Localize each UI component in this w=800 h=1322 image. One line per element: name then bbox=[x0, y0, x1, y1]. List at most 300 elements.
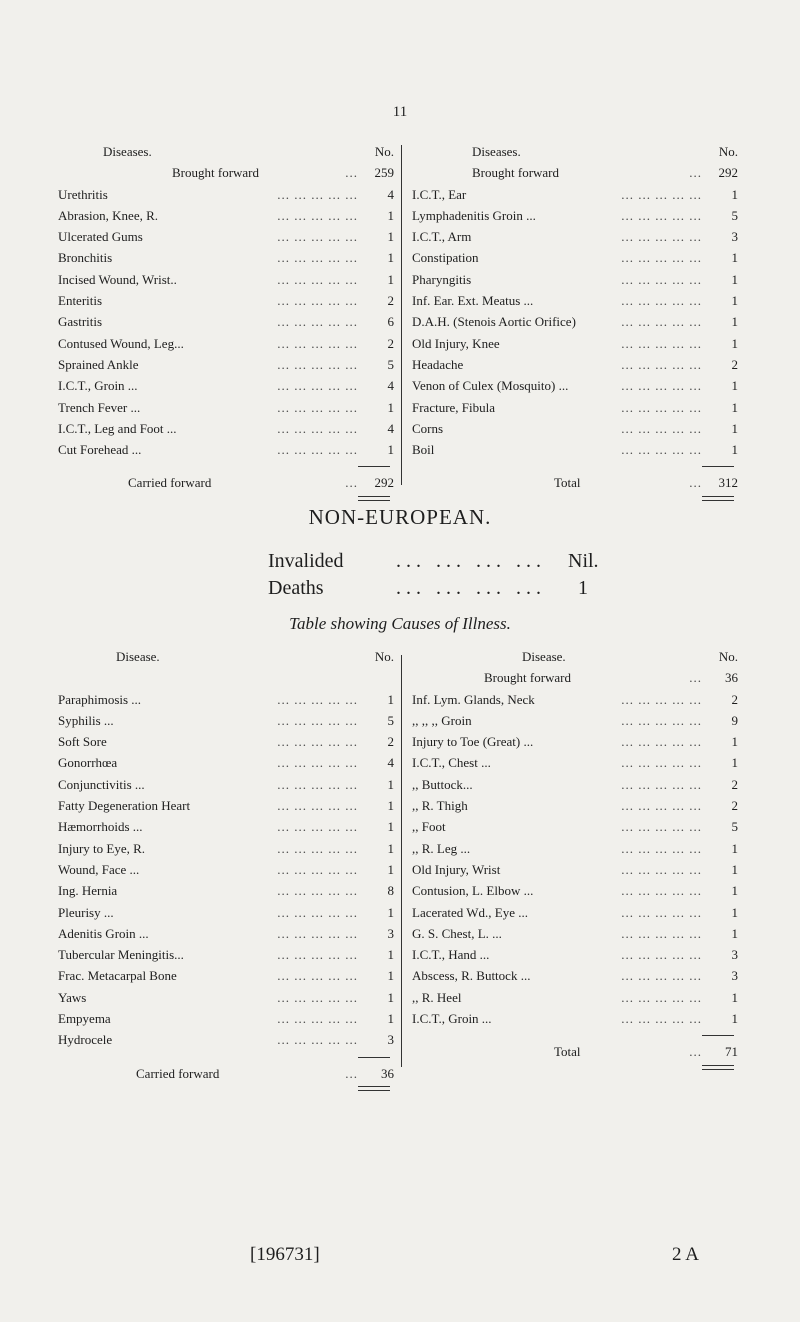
disease-name: Incised Wound, Wrist.. bbox=[58, 269, 181, 290]
table-row bbox=[412, 752, 738, 773]
disease-name: Hæmorrhoids ... bbox=[58, 816, 147, 837]
case-count: 5 bbox=[731, 819, 738, 835]
table-row bbox=[58, 816, 394, 837]
case-count: 1 bbox=[731, 734, 738, 750]
case-count: 2 bbox=[387, 734, 394, 750]
header-no: No. bbox=[374, 144, 394, 159]
disease-name: Lacerated Wd., Eye ... bbox=[412, 902, 532, 923]
table-row bbox=[412, 397, 738, 418]
case-count: 1 bbox=[731, 250, 738, 266]
leader-dots: ... ... ... ... ... bbox=[277, 989, 358, 1005]
leader-dots: ... ... ... ... ... bbox=[621, 712, 702, 728]
disease-name: Constipation bbox=[412, 247, 482, 268]
table-row bbox=[412, 689, 738, 710]
disease-name: Pharyngitis bbox=[412, 269, 475, 290]
disease-name: Yaws bbox=[58, 987, 90, 1008]
table-row bbox=[58, 226, 394, 247]
case-count: 9 bbox=[731, 712, 738, 728]
case-count: 6 bbox=[387, 314, 394, 330]
leader-dots: ... ... ... ... ... bbox=[621, 229, 702, 245]
table-row bbox=[412, 1008, 738, 1029]
table-row bbox=[412, 247, 738, 268]
leader-dots: ... ... ... ... ... bbox=[277, 271, 358, 287]
total-double-rule bbox=[358, 1086, 390, 1091]
case-count: 1 bbox=[387, 250, 394, 266]
table-row bbox=[412, 795, 738, 816]
total-rule bbox=[702, 466, 734, 467]
case-count: 2 bbox=[387, 293, 394, 309]
total-rule bbox=[358, 466, 390, 467]
leader-dots: ... ... ... ... ... bbox=[621, 356, 702, 372]
table-row bbox=[58, 311, 394, 332]
brought-forward-row bbox=[58, 162, 394, 183]
table1-right bbox=[412, 141, 738, 494]
total-value: 36 bbox=[381, 1065, 394, 1081]
leader-dots: ... ... ... ... ... bbox=[277, 250, 358, 266]
table2-divider bbox=[401, 655, 402, 1067]
table-row bbox=[412, 184, 738, 205]
deaths-value: 1 bbox=[578, 577, 588, 599]
table-row bbox=[412, 311, 738, 332]
total-rule bbox=[358, 1057, 390, 1058]
total-row bbox=[412, 472, 738, 493]
brought-forward-label: Brought forward bbox=[484, 670, 572, 686]
leader-dots: ... ... ... ... ... bbox=[277, 356, 358, 372]
table-row bbox=[412, 205, 738, 226]
leader-dots: ... ... ... ... ... bbox=[621, 755, 702, 771]
table2-left bbox=[58, 646, 394, 1084]
leader-dots: ... ... ... ... ... bbox=[621, 186, 702, 202]
table-row bbox=[58, 880, 394, 901]
case-count: 1 bbox=[731, 840, 738, 856]
table-row bbox=[412, 838, 738, 859]
leader-dots: ... ... ... ... ... bbox=[621, 250, 702, 266]
leader-dots: ... ... ... ... ... bbox=[621, 904, 702, 920]
case-count: 5 bbox=[387, 356, 394, 372]
table-row bbox=[412, 710, 738, 731]
disease-name: ,, R. Leg ... bbox=[412, 838, 474, 859]
disease-name: Paraphimosis ... bbox=[58, 689, 145, 710]
brought-forward-value: 36 bbox=[725, 670, 738, 686]
table1-left bbox=[58, 141, 394, 494]
case-count: 3 bbox=[387, 1032, 394, 1048]
disease-name: ,, Buttock... bbox=[412, 774, 477, 795]
header-disease: Diseases. bbox=[103, 144, 152, 159]
case-count: 1 bbox=[387, 947, 394, 963]
case-count: 4 bbox=[387, 420, 394, 436]
header-disease: Disease. bbox=[116, 649, 160, 664]
signature-mark: 2 A bbox=[672, 1244, 699, 1265]
leader-dots: ... ... ... ... ... bbox=[277, 229, 358, 245]
disease-name: Inf. Ear. Ext. Meatus ... bbox=[412, 290, 537, 311]
leader-dots: ... ... ... ... ... bbox=[621, 691, 702, 707]
leader-dots: ... ... ... ... ... bbox=[621, 399, 702, 415]
disease-name: Contused Wound, Leg... bbox=[58, 333, 188, 354]
leader-dots: ... ... ... ... ... bbox=[277, 947, 358, 963]
leader-dots: ... ... ... ... ... bbox=[621, 989, 702, 1005]
disease-name: I.C.T., Hand ... bbox=[412, 944, 493, 965]
disease-name: Frac. Metacarpal Bone bbox=[58, 965, 181, 986]
disease-name: Hydrocele bbox=[58, 1029, 116, 1050]
total-value: 71 bbox=[725, 1044, 738, 1060]
disease-name: Contusion, L. Elbow ... bbox=[412, 880, 537, 901]
table-row bbox=[58, 439, 394, 460]
leader-dots: ... ... ... ... ... bbox=[277, 861, 358, 877]
total-row bbox=[58, 472, 394, 493]
leader-dots: ... ... ... ... ... bbox=[621, 734, 702, 750]
disease-name: Inf. Lym. Glands, Neck bbox=[412, 689, 539, 710]
disease-name: Fatty Degeneration Heart bbox=[58, 795, 194, 816]
table-row bbox=[58, 774, 394, 795]
header-no: No. bbox=[718, 144, 738, 159]
leader-dots: ... ... ... ... ... bbox=[621, 861, 702, 877]
table-row bbox=[58, 205, 394, 226]
case-count: 1 bbox=[731, 293, 738, 309]
case-count: 1 bbox=[387, 207, 394, 223]
case-count: 2 bbox=[387, 335, 394, 351]
case-count: 1 bbox=[387, 968, 394, 984]
disease-name: I.C.T., Ear bbox=[412, 184, 470, 205]
leader-dots: ... bbox=[345, 1065, 358, 1081]
table-row bbox=[58, 795, 394, 816]
leader-dots: ... ... ... ... ... bbox=[277, 1011, 358, 1027]
case-count: 1 bbox=[387, 229, 394, 245]
case-count: 1 bbox=[731, 442, 738, 458]
case-count: 2 bbox=[731, 691, 738, 707]
disease-name: Tubercular Meningitis... bbox=[58, 944, 188, 965]
table-row bbox=[412, 902, 738, 923]
disease-name: I.C.T., Leg and Foot ... bbox=[58, 418, 181, 439]
header-disease: Disease. bbox=[522, 649, 566, 664]
disease-name: Old Injury, Knee bbox=[412, 333, 504, 354]
case-count: 1 bbox=[387, 776, 394, 792]
case-count: 1 bbox=[731, 861, 738, 877]
total-row bbox=[412, 1041, 738, 1062]
disease-name: Conjunctivitis ... bbox=[58, 774, 149, 795]
table-row bbox=[58, 397, 394, 418]
spacer-row bbox=[58, 667, 394, 688]
disease-name: Lymphadenitis Groin ... bbox=[412, 205, 540, 226]
table-header bbox=[412, 141, 738, 162]
table-row bbox=[412, 354, 738, 375]
disease-name: Enteritis bbox=[58, 290, 106, 311]
leader-dots: ... bbox=[345, 475, 358, 491]
leader-dots: ... ... ... ... ... bbox=[621, 883, 702, 899]
disease-name: Empyema bbox=[58, 1008, 115, 1029]
table-row bbox=[412, 816, 738, 837]
page-number: 11 bbox=[392, 104, 408, 120]
disease-name: ,, R. Thigh bbox=[412, 795, 472, 816]
leader-dots: ... bbox=[689, 670, 702, 686]
header-no: No. bbox=[374, 649, 394, 664]
leader-dots: ... ... ... ... ... bbox=[277, 1032, 358, 1048]
case-count: 1 bbox=[731, 186, 738, 202]
table-row bbox=[412, 965, 738, 986]
case-count: 1 bbox=[387, 442, 394, 458]
leader-dots: ... ... ... ... ... bbox=[621, 420, 702, 436]
case-count: 1 bbox=[731, 399, 738, 415]
table-row bbox=[58, 184, 394, 205]
case-count: 3 bbox=[731, 968, 738, 984]
leader-dots: ... ... ... ... ... bbox=[277, 904, 358, 920]
header-no: No. bbox=[718, 649, 738, 664]
disease-name: Adenitis Groin ... bbox=[58, 923, 153, 944]
case-count: 2 bbox=[731, 776, 738, 792]
case-count: 1 bbox=[387, 271, 394, 287]
table-row bbox=[58, 859, 394, 880]
case-count: 8 bbox=[387, 883, 394, 899]
table-row bbox=[58, 965, 394, 986]
case-count: 1 bbox=[731, 989, 738, 1005]
case-count: 1 bbox=[731, 904, 738, 920]
case-count: 1 bbox=[387, 1011, 394, 1027]
leader-dots: ... ... ... ... ... bbox=[621, 776, 702, 792]
leader-dots: ... ... ... ... ... bbox=[277, 293, 358, 309]
case-count: 1 bbox=[387, 399, 394, 415]
case-count: 3 bbox=[731, 229, 738, 245]
leader-dots: ... bbox=[689, 165, 702, 181]
leader-dots: ... ... ... ... ... bbox=[277, 968, 358, 984]
disease-name: Ulcerated Gums bbox=[58, 226, 147, 247]
total-row bbox=[58, 1063, 394, 1084]
case-count: 1 bbox=[387, 691, 394, 707]
disease-name: Injury to Toe (Great) ... bbox=[412, 731, 537, 752]
case-count: 1 bbox=[387, 798, 394, 814]
leader-dots: ... ... ... ... ... bbox=[277, 442, 358, 458]
leader-dots: ... bbox=[345, 165, 358, 181]
leader-dots: ... ... ... ... ... bbox=[621, 1011, 702, 1027]
table-row bbox=[412, 944, 738, 965]
leader-dots: ... ... ... ... ... bbox=[277, 734, 358, 750]
table-row bbox=[58, 689, 394, 710]
total-value: 292 bbox=[374, 475, 394, 491]
disease-name: Ing. Hernia bbox=[58, 880, 121, 901]
total-double-rule bbox=[702, 496, 734, 501]
leader-dots: ... ... ... ... ... bbox=[277, 314, 358, 330]
table-row bbox=[412, 226, 738, 247]
case-count: 1 bbox=[731, 755, 738, 771]
disease-name: I.C.T., Chest ... bbox=[412, 752, 495, 773]
leader-dots: ... ... ... ... ... bbox=[277, 186, 358, 202]
case-count: 3 bbox=[387, 925, 394, 941]
disease-name: ,, R. Heel bbox=[412, 987, 465, 1008]
disease-name: Fracture, Fibula bbox=[412, 397, 499, 418]
disease-name: Cut Forehead ... bbox=[58, 439, 145, 460]
table-row bbox=[58, 752, 394, 773]
case-count: 1 bbox=[731, 378, 738, 394]
disease-name: I.C.T., Arm bbox=[412, 226, 475, 247]
disease-name: Sprained Ankle bbox=[58, 354, 143, 375]
case-count: 1 bbox=[387, 840, 394, 856]
leader-dots: ... ... ... ... ... bbox=[621, 840, 702, 856]
table-row bbox=[58, 987, 394, 1008]
table-row bbox=[412, 269, 738, 290]
leader-dots: ... ... ... ... ... bbox=[277, 840, 358, 856]
disease-name: Old Injury, Wrist bbox=[412, 859, 504, 880]
table-row bbox=[58, 290, 394, 311]
case-count: 1 bbox=[731, 271, 738, 287]
leader-dots: ... ... ... ... ... bbox=[277, 712, 358, 728]
total-label: Total bbox=[554, 475, 581, 491]
table-row bbox=[58, 944, 394, 965]
brought-forward-row bbox=[412, 162, 738, 183]
disease-name: Pleurisy ... bbox=[58, 902, 118, 923]
table-row bbox=[58, 418, 394, 439]
leader-dots: ... ... ... ... ... bbox=[621, 207, 702, 223]
table2-right bbox=[412, 646, 738, 1063]
invalided-value: Nil. bbox=[568, 550, 599, 572]
leader-dots: ... ... ... ... ... bbox=[621, 293, 702, 309]
case-count: 1 bbox=[731, 335, 738, 351]
case-count: 1 bbox=[387, 989, 394, 1005]
leader-dots: ... bbox=[689, 475, 702, 491]
case-count: 1 bbox=[387, 861, 394, 877]
table-row bbox=[412, 375, 738, 396]
leader-dots: ... ... ... ... ... bbox=[277, 776, 358, 792]
leader-dots: ... ... ... ... ... bbox=[277, 798, 358, 814]
brought-forward-value: 259 bbox=[374, 165, 394, 181]
table-row bbox=[58, 247, 394, 268]
leader-dots: ... ... ... ... ... bbox=[277, 399, 358, 415]
leader-dots: ... ... ... ... ... bbox=[277, 819, 358, 835]
disease-name: I.C.T., Groin ... bbox=[58, 375, 142, 396]
disease-name: Trench Fever ... bbox=[58, 397, 144, 418]
disease-name: Headache bbox=[412, 354, 467, 375]
leader-dots: ... ... ... ... ... bbox=[277, 420, 358, 436]
table-row bbox=[58, 375, 394, 396]
print-code: [196731] bbox=[250, 1244, 320, 1265]
case-count: 1 bbox=[387, 819, 394, 835]
table-row bbox=[412, 731, 738, 752]
leader-dots: ... ... ... ... ... bbox=[621, 378, 702, 394]
disease-name: Gastritis bbox=[58, 311, 106, 332]
header-disease: Diseases. bbox=[472, 144, 521, 159]
brought-forward-label: Brought forward bbox=[472, 165, 560, 181]
disease-name: G. S. Chest, L. ... bbox=[412, 923, 506, 944]
table-header bbox=[412, 646, 738, 667]
disease-name: Abrasion, Knee, R. bbox=[58, 205, 162, 226]
brought-forward-row bbox=[412, 667, 738, 688]
table-row bbox=[58, 354, 394, 375]
case-count: 1 bbox=[387, 904, 394, 920]
leader-dots: ... ... ... ... ... bbox=[621, 442, 702, 458]
table-row bbox=[58, 923, 394, 944]
table-row bbox=[412, 439, 738, 460]
table-row bbox=[58, 333, 394, 354]
leader-dots: ... ... ... ... ... bbox=[621, 819, 702, 835]
leader-dots: ... ... ... ... ... bbox=[277, 335, 358, 351]
table-row bbox=[58, 1029, 394, 1050]
disease-name: Venon of Culex (Mosquito) ... bbox=[412, 375, 572, 396]
deaths-dots: . . . . . . . . . . . . bbox=[396, 577, 541, 599]
table-row bbox=[412, 418, 738, 439]
disease-name: D.A.H. (Stenois Aortic Orifice) bbox=[412, 311, 580, 332]
leader-dots: ... ... ... ... ... bbox=[621, 335, 702, 351]
case-count: 4 bbox=[387, 186, 394, 202]
leader-dots: ... ... ... ... ... bbox=[277, 883, 358, 899]
table-header bbox=[58, 141, 394, 162]
table-row bbox=[412, 333, 738, 354]
disease-name: Corns bbox=[412, 418, 447, 439]
disease-name: I.C.T., Groin ... bbox=[412, 1008, 496, 1029]
total-label: Total bbox=[554, 1044, 581, 1060]
disease-name: Boil bbox=[412, 439, 438, 460]
disease-name: Urethritis bbox=[58, 184, 112, 205]
case-count: 1 bbox=[731, 420, 738, 436]
leader-dots: ... ... ... ... ... bbox=[277, 755, 358, 771]
table-caption: Table showing Causes of Illness. bbox=[289, 614, 511, 633]
total-double-rule bbox=[358, 496, 390, 501]
case-count: 3 bbox=[731, 947, 738, 963]
case-count: 5 bbox=[387, 712, 394, 728]
brought-forward-label: Brought forward bbox=[172, 165, 260, 181]
leader-dots: ... ... ... ... ... bbox=[277, 925, 358, 941]
disease-name: Wound, Face ... bbox=[58, 859, 143, 880]
case-count: 5 bbox=[731, 207, 738, 223]
case-count: 1 bbox=[731, 925, 738, 941]
disease-name: Bronchitis bbox=[58, 247, 116, 268]
total-double-rule bbox=[702, 1065, 734, 1070]
case-count: 1 bbox=[731, 1011, 738, 1027]
case-count: 1 bbox=[731, 314, 738, 330]
case-count: 2 bbox=[731, 356, 738, 372]
table-row bbox=[58, 902, 394, 923]
case-count: 4 bbox=[387, 378, 394, 394]
leader-dots: ... ... ... ... ... bbox=[621, 947, 702, 963]
leader-dots: ... ... ... ... ... bbox=[277, 378, 358, 394]
table-row bbox=[58, 731, 394, 752]
table-row bbox=[412, 774, 738, 795]
table-row bbox=[58, 1008, 394, 1029]
invalided-dots: . . . . . . . . . . . . bbox=[396, 550, 541, 572]
table-row bbox=[412, 290, 738, 311]
section-heading: NON-EUROPEAN. bbox=[308, 505, 492, 529]
case-count: 1 bbox=[731, 883, 738, 899]
leader-dots: ... ... ... ... ... bbox=[277, 207, 358, 223]
brought-forward-value: 292 bbox=[718, 165, 738, 181]
disease-name: ,, ,, ,, Groin bbox=[412, 710, 476, 731]
table-row bbox=[412, 859, 738, 880]
table-row bbox=[412, 923, 738, 944]
disease-name: ,, Foot bbox=[412, 816, 450, 837]
table-row bbox=[58, 710, 394, 731]
leader-dots: ... ... ... ... ... bbox=[621, 798, 702, 814]
total-rule bbox=[702, 1035, 734, 1036]
leader-dots: ... ... ... ... ... bbox=[621, 271, 702, 287]
total-label: Carried forward bbox=[128, 475, 212, 491]
table-row bbox=[58, 269, 394, 290]
disease-name: Gonorrhœa bbox=[58, 752, 121, 773]
disease-name: Syphilis ... bbox=[58, 710, 118, 731]
leader-dots: ... ... ... ... ... bbox=[621, 314, 702, 330]
deaths-label: Deaths bbox=[268, 577, 324, 599]
leader-dots: ... bbox=[689, 1044, 702, 1060]
case-count: 2 bbox=[731, 798, 738, 814]
table-header bbox=[58, 646, 394, 667]
disease-name: Abscess, R. Buttock ... bbox=[412, 965, 534, 986]
total-value: 312 bbox=[718, 475, 738, 491]
disease-name: Injury to Eye, R. bbox=[58, 838, 149, 859]
leader-dots: ... ... ... ... ... bbox=[621, 925, 702, 941]
leader-dots: ... ... ... ... ... bbox=[277, 691, 358, 707]
disease-name: Soft Sore bbox=[58, 731, 111, 752]
total-label: Carried forward bbox=[136, 1065, 220, 1081]
table-row bbox=[412, 880, 738, 901]
leader-dots: ... ... ... ... ... bbox=[621, 968, 702, 984]
invalided-label: Invalided bbox=[268, 550, 344, 572]
case-count: 4 bbox=[387, 755, 394, 771]
table-row bbox=[58, 838, 394, 859]
